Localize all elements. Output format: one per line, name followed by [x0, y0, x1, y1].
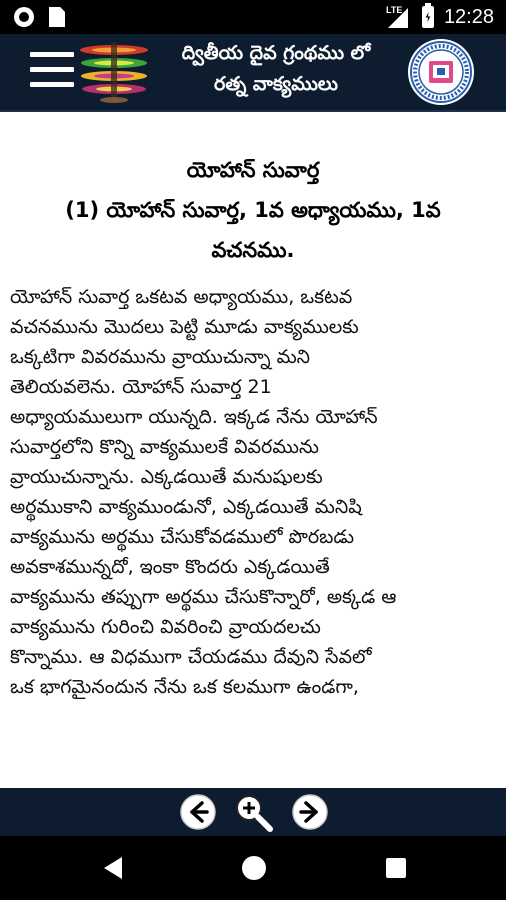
app-title-line2: రత్న వాక్యములు	[214, 73, 338, 95]
arrow-left-icon[interactable]	[178, 792, 218, 832]
system-navigation-bar	[0, 836, 506, 900]
reader-toolbar	[0, 788, 506, 836]
app-title	[148, 38, 404, 100]
commentary-body-text: యోహాన్ సువార్త ఒకటవ అధ్యాయము, ఒకటవ వచనమును మొదలు పెట్టి మూడు వాక్యములకు ఒక్కటిగా వివరమును వ్రాయుచున్నా మని తెలియవలెను. యోహాన్ సువార్త 21 అధ్యాయములుగా యున్నది. ఇక్కడ నేను యోహాన్ సువార్తలోని కొన్ని వాక్యములకే వివరమును వ్రాయుచున్నాను. ఎక్కడయితే మనుషులకు అర్థముకాని వాక్యముండునో, ఎక్కడయితే మనిషి వాక్యమును అర్థము చేసుకోవడములో పొరబడు అవకాశమున్నదో, ఇంకా కొందరు ఎక్కడయితే వాక్యమును తప్పుగా అర్థము చేసుకొన్నారో, అక్కడ ఆ వాక్యమును గురించి వివరించి వ్రాయదలచు కొన్నాము. ఆ విధముగా చేయడము దేవుని సేవలో ఒక భాగమైనందున నేను ఒక కలముగా ఉండగా,	[10, 286, 397, 698]
heading-book-name: యోహాన్ సువార్త	[186, 158, 320, 182]
battery-charging-icon	[422, 6, 434, 28]
app-title-line1: ద్వితీయ దైవ గ్రంథము లో	[181, 42, 371, 64]
notification-circle-icon	[14, 7, 34, 27]
content-area[interactable]	[0, 112, 506, 788]
arrow-right-icon[interactable]	[290, 792, 330, 832]
heading-verse-label: వచనము.	[211, 238, 295, 262]
status-time: 12:28	[443, 6, 494, 28]
logo-icon	[78, 38, 150, 104]
home-circle-icon[interactable]	[240, 854, 268, 882]
back-triangle-icon[interactable]	[100, 854, 128, 882]
hamburger-menu-icon[interactable]	[30, 50, 74, 90]
sd-card-icon	[49, 7, 65, 27]
zoom-in-icon[interactable]	[232, 792, 276, 832]
recents-square-icon[interactable]	[382, 854, 410, 882]
chapter-heading	[0, 150, 506, 270]
network-type-label: LTE	[386, 5, 403, 15]
seal-icon	[404, 37, 478, 107]
app-header	[0, 34, 506, 112]
status-bar	[0, 0, 506, 34]
heading-chapter-reference: (1) యోహాన్ సువార్త, 1వ అధ్యాయము, 1వ	[65, 198, 441, 222]
